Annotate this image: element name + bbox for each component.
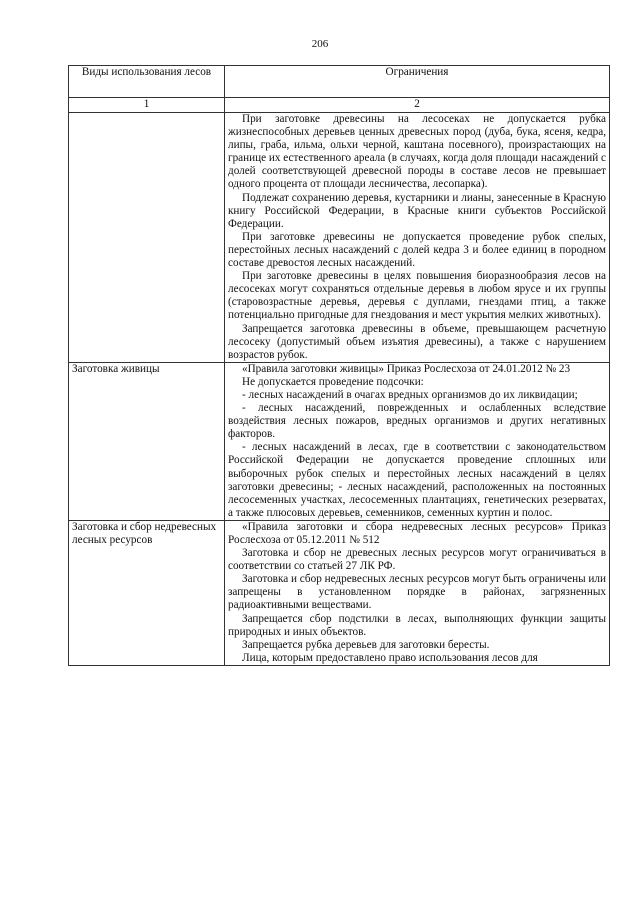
restriction-paragraph: - лесных насаждений в очагах вредных организмов до их ликвидации; (242, 388, 578, 401)
row-label: Заготовка и сбор недревесных лесных ресурсов (69, 520, 225, 665)
row-restrictions (225, 520, 610, 665)
restriction-paragraph: - лесных насаждений в лесах, где в соответствии с законодательством Российской Федерации не допускается проведение сплошных или выборочных рубок спелых и перестойных лесных насаждений в целях заготовки древесины; - лесных насаждений, расположенных на постоянных лесосеменных участках, лесосеменных плантациях, генетических резерватах, а также плюсовых деревьев, семенников, семенных куртин и полос. (228, 441, 606, 519)
restriction-paragraph: Не допускается проведение подсочки: (242, 375, 424, 388)
restriction-paragraph: Заготовка и сбор не древесных лесных ресурсов могут ограничиваться в соответствии со статьей 27 ЛК РФ. (228, 547, 606, 573)
table-row (69, 362, 610, 520)
header-col-restrictions: Ограничения (225, 66, 610, 98)
restriction-paragraph: Заготовка и сбор недревесных лесных ресурсов могут быть ограничены или запрещены в установленном порядке в районах, загрязненных радиоактивными веществами. (228, 573, 606, 612)
header-col-usage-types: Виды использования лесов (69, 66, 225, 98)
restriction-paragraph: Запрещается рубка деревьев для заготовки бересты. (242, 638, 490, 651)
row-label: Заготовка живицы (69, 362, 225, 520)
restriction-paragraph: При заготовке древесины в целях повышения биоразнообразия лесов на лесосеках могут сохраняться отдельные деревья в любом ярусе и их группы (старовозрастные деревья, деревья с дуплами, гнездами птиц, а также потенциально пригодные для гнездования и мест укрытия мелких животных). (228, 270, 606, 322)
page-number: 206 (311, 38, 329, 50)
column-number-1: 1 (69, 98, 225, 113)
restriction-paragraph: Запрещается заготовка древесины в объеме, превышающем расчетную лесосеку (допустимый объем изъятия древесины), а также с нарушением возрастов рубок. (228, 322, 606, 361)
restriction-paragraph: «Правила заготовки и сбора недревесных лесных ресурсов» Приказ Рослесхоза от 05.12.2011 № 512 (228, 520, 606, 546)
restriction-paragraph: При заготовке древесины на лесосеках не допускается рубка жизнеспособных деревьев ценных древесных пород (дуба, бука, ясеня, кедра, липы, граба, ильма, ольхи черной, каштана посевного), произрастающих на границе их естественного ареала (в случаях, когда доля площади насаждений с долей соответствующей древесной породы в составе лесов не превышает одного процента от площади лесничества, лесопарка). (228, 113, 606, 191)
table-header-row (69, 66, 610, 98)
restriction-paragraph: Лица, которым предоставлено право использования лесов для (242, 651, 538, 664)
column-number-2: 2 (225, 98, 610, 113)
row-restrictions (225, 362, 610, 520)
restriction-paragraph: При заготовке древесины не допускается проведение рубок спелых, перестойных лесных насаждений с долей кедра 3 и более единиц в породном составе древостоя лесных насаждений. (228, 230, 606, 270)
restriction-paragraph: - лесных насаждений, поврежденных и ослабленных вследствие воздействия лесных пожаров, вредных организмов и других негативных факторов. (228, 402, 606, 441)
table-row (69, 520, 610, 665)
restrictions-table (68, 65, 610, 666)
restriction-paragraph: Подлежат сохранению деревья, кустарники и лианы, занесенные в Красную книгу Российской Федерации, в Красные книги субъектов Российской Федерации. (228, 191, 606, 230)
row-restrictions (225, 113, 610, 363)
restriction-paragraph: «Правила заготовки живицы» Приказ Рослесхоза от 24.01.2012 № 23 (242, 362, 571, 375)
table-row (69, 113, 610, 363)
row-label (69, 113, 225, 363)
restriction-paragraph: Запрещается сбор подстилки в лесах, выполняющих функции защиты природных и иных объектов. (228, 612, 606, 638)
table-number-row (69, 98, 610, 113)
